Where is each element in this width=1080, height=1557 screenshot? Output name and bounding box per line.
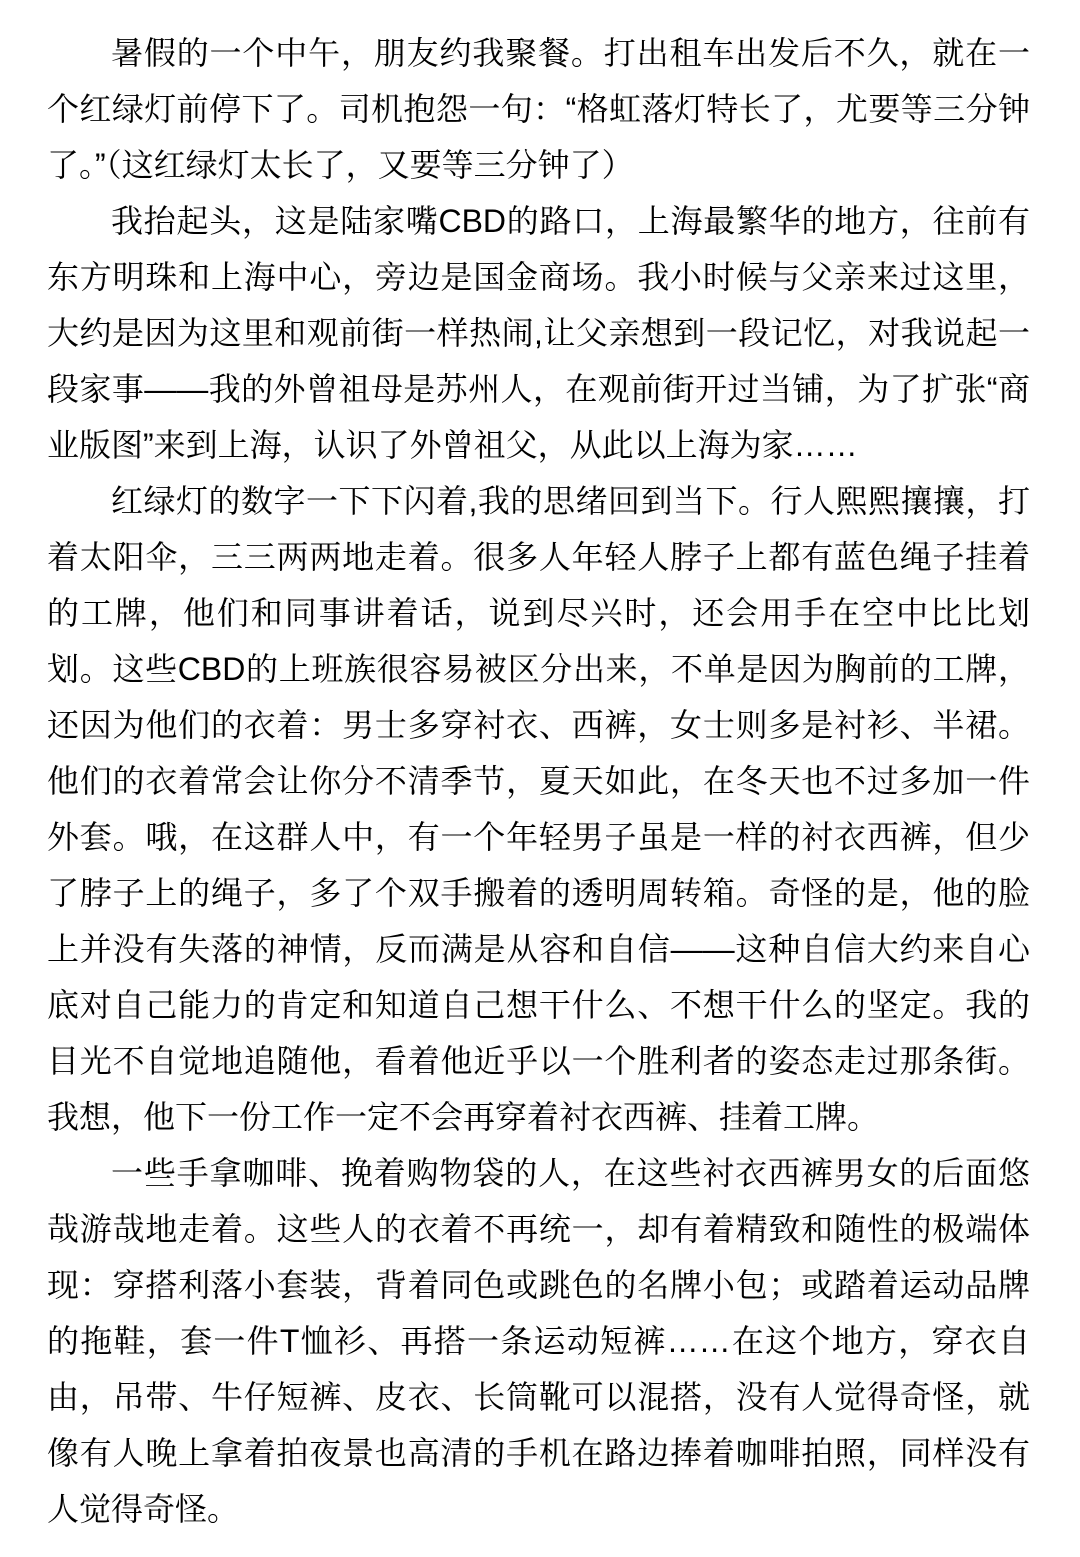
paragraph-2: 我抬起头，这是陆家嘴CBD的路口，上海最繁华的地方，往前有东方明珠和上海中心，旁边是国金商场。我小时候与父亲来过这里，大约是因为这里和观前街一样热闹,让父亲想到一段记忆，对我说起一段家事——我的外曾祖母是苏州人，在观前街开过当铺，为了扩张“商业版图”来到上海，认识了外曾祖父，从此以上海为家…… [47,203,1030,463]
paragraph-1: 暑假的一个中午，朋友约我聚餐。打出租车出发后不久，就在一个红绿灯前停下了。司机抱怨一句：“格虹落灯特长了，尤要等三分钟了。”（这红绿灯太长了，又要等三分钟了） [47,35,1030,183]
paragraph-4: 一些手拿咖啡、挽着购物袋的人，在这些衬衣西裤男女的后面悠哉游哉地走着。这些人的衣着不再统一，却有着精致和随性的极端体现：穿搭利落小套装，背着同色或跳色的名牌小包；或踏着运动品牌的拖鞋，套一件T恤衫、再搭一条运动短裤……在这个地方，穿衣自由，吊带、牛仔短裤、皮衣、长筒靴可以混搭，没有人觉得奇怪，就像有人晚上拿着拍夜景也高清的手机在路边捧着咖啡拍照，同样没有人觉得奇怪。 [47,1155,1030,1527]
paragraph-3: 红绿灯的数字一下下闪着,我的思绪回到当下。行人熙熙攘攘，打着太阳伞，三三两两地走着。很多人年轻人脖子上都有蓝色绳子挂着的工牌，他们和同事讲着话，说到尽兴时，还会用手在空中比比划划。这些CBD的上班族很容易被区分出来，不单是因为胸前的工牌，还因为他们的衣着：男士多穿衬衣、西裤，女士则多是衬衫、半裙。他们的衣着常会让你分不清季节，夏天如此，在冬天也不过多加一件外套。哦，在这群人中，有一个年轻男子虽是一样的衬衣西裤，但少了脖子上的绳子，多了个双手搬着的透明周转箱。奇怪的是，他的脸上并没有失落的神情，反而满是从容和自信——这种自信大约来自心底对自己能力的肯定和知道自己想干什么、不想干什么的坚定。我的目光不自觉地追随他，看着他近乎以一个胜利者的姿态走过那条街。我想，他下一份工作一定不会再穿着衬衣西裤、挂着工牌。 [47,483,1030,1135]
